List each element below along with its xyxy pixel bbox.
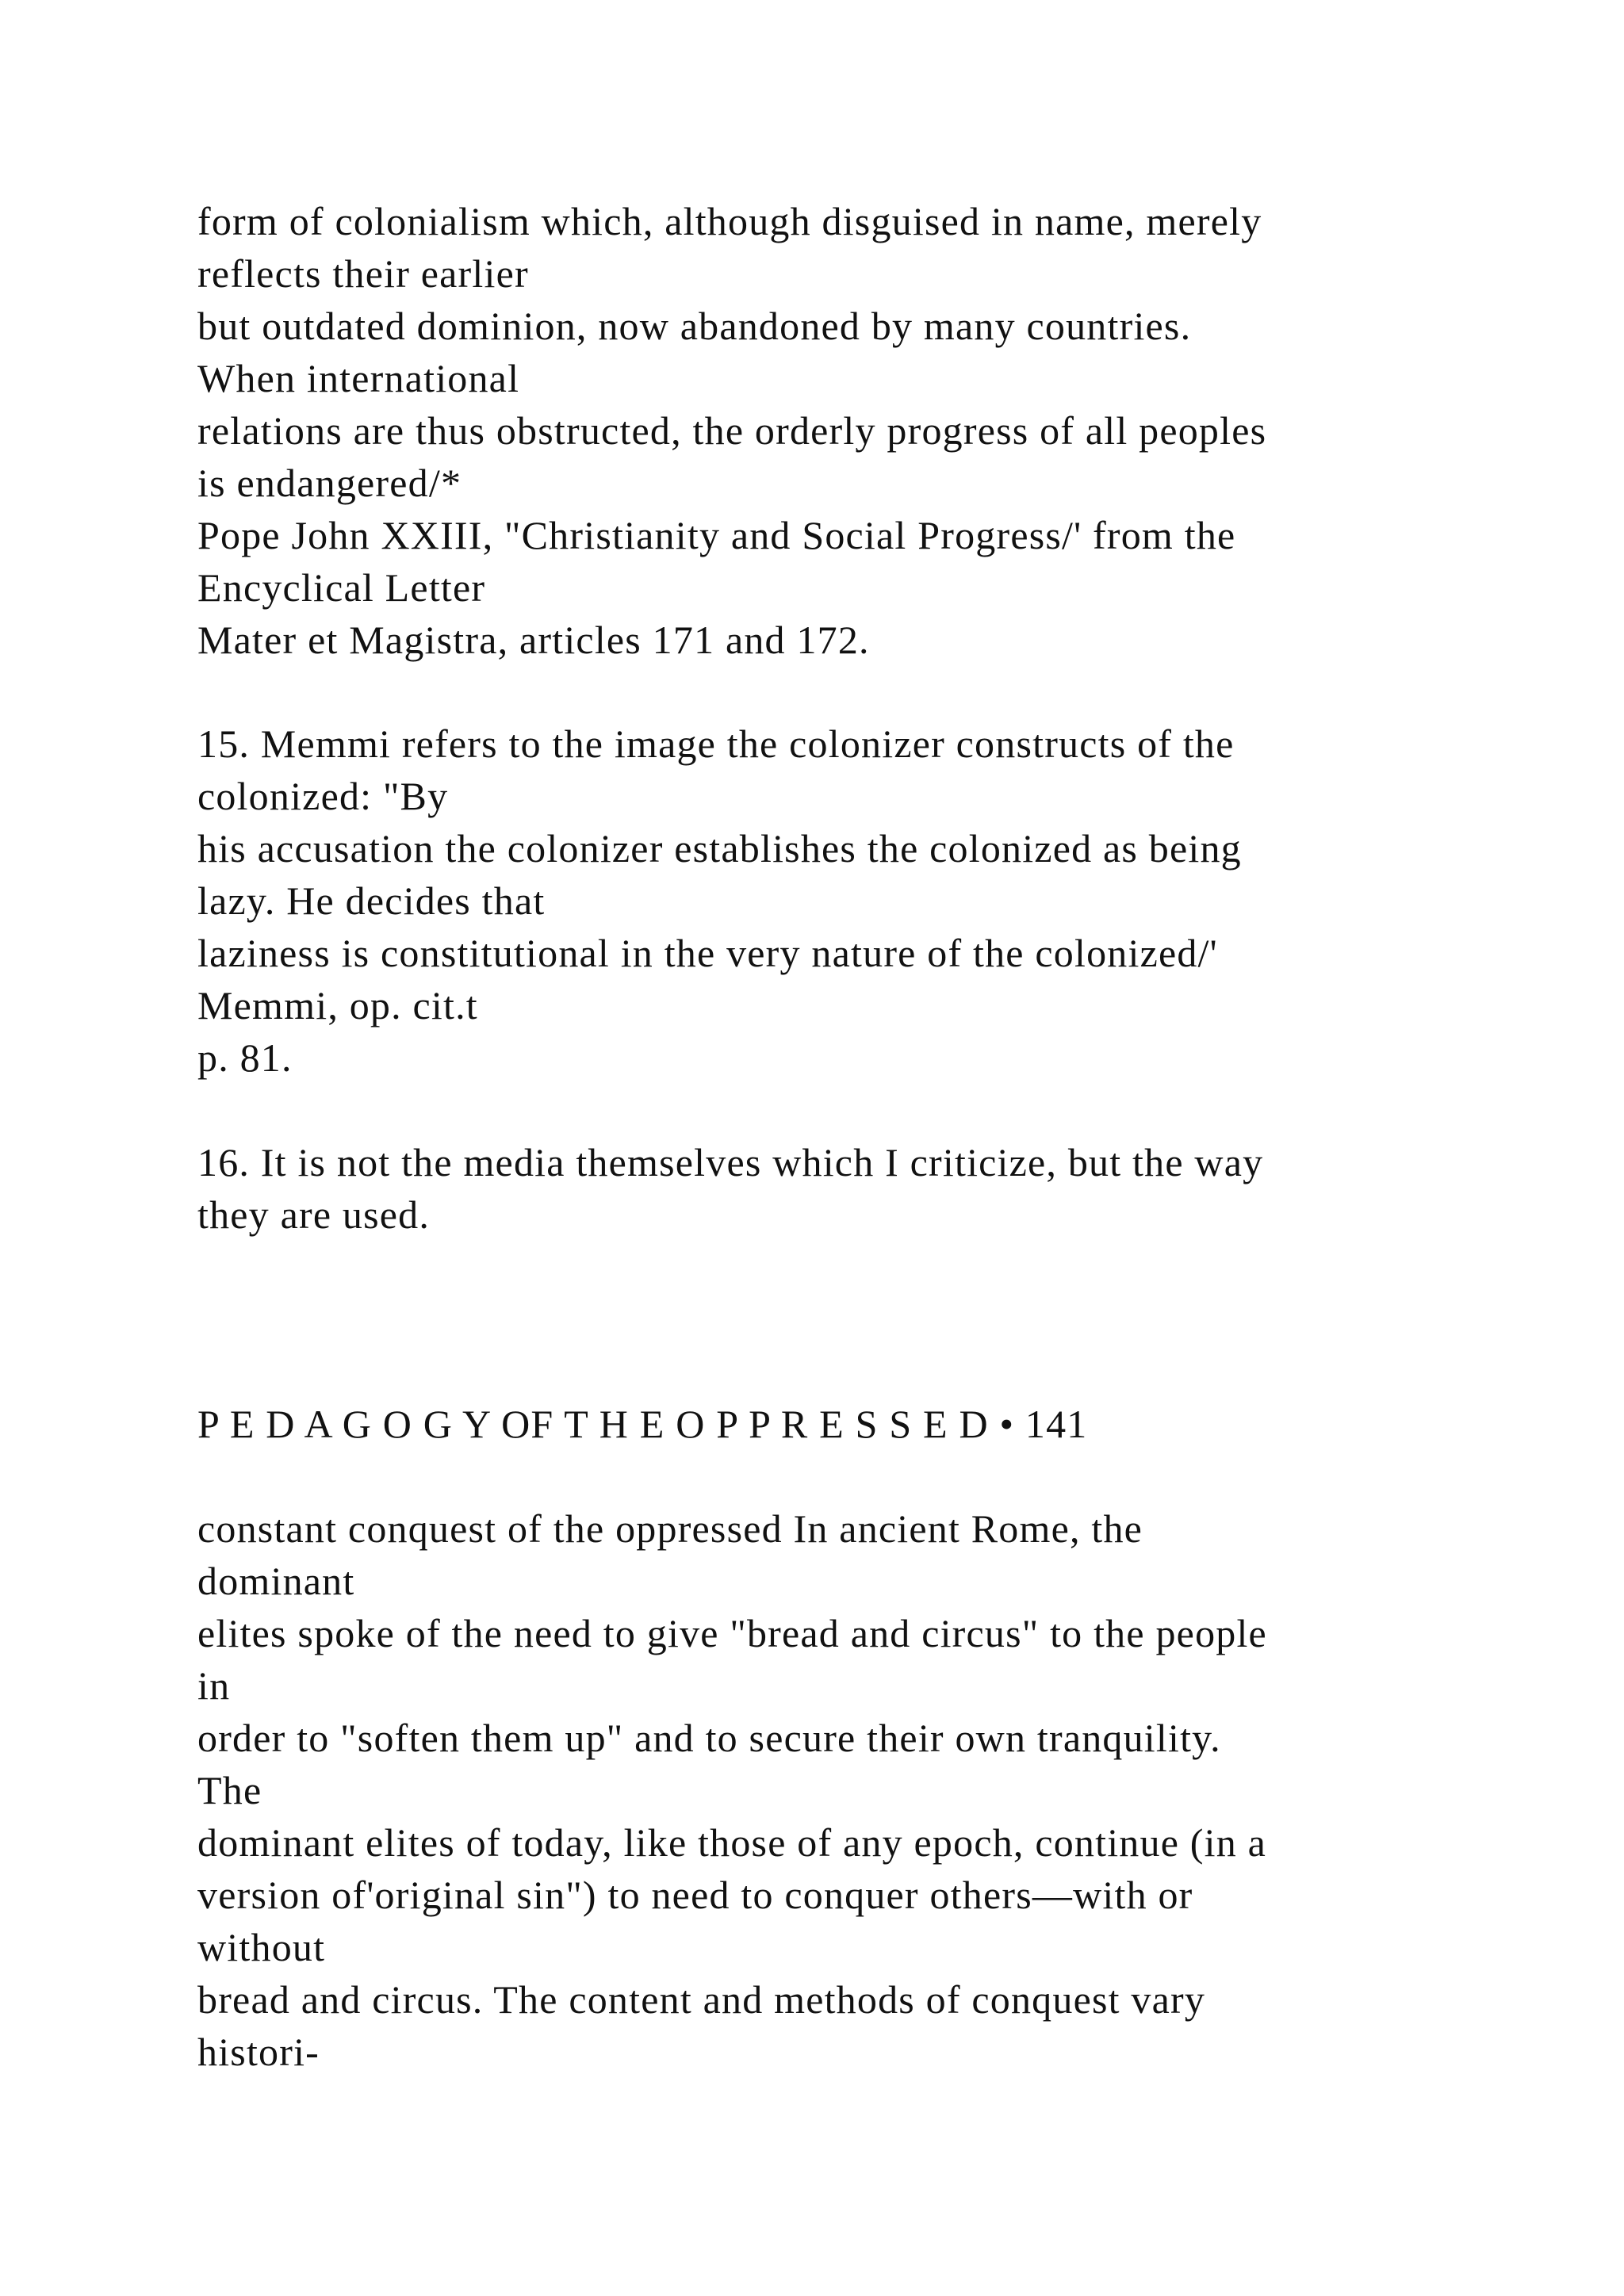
footnote-15: [197, 718, 1545, 1084]
text-line: dominant elites of today, like those of any epoch, continue (in a: [197, 1820, 1267, 1865]
text-line: histori-: [197, 2030, 320, 2074]
text-line: Mater et Magistra, articles 171 and 172.: [197, 618, 870, 662]
text-line: reflects their earlier: [197, 251, 529, 296]
page-header-title: P E D A G O G Y OF T H E O P P R E S S E D • 141: [197, 1402, 1088, 1446]
text-line: form of colonialism which, although disguised in name, merely: [197, 199, 1262, 243]
text-line: laziness is constitutional in the very nature of the colonized/': [197, 931, 1218, 975]
text-line: When international: [197, 356, 520, 400]
text-line: version of'original sin") to need to conquer others—with or: [197, 1873, 1193, 1917]
text-line: constant conquest of the oppressed In ancient Rome, the: [197, 1506, 1143, 1551]
text-line: order to "soften them up" and to secure their own tranquility.: [197, 1716, 1221, 1760]
running-header: [197, 1398, 1545, 1450]
text-line: lazy. He decides that: [197, 878, 546, 923]
text-line: is endangered/*: [197, 461, 462, 505]
text-line: 16. It is not the media themselves which I criticize, but the way: [197, 1140, 1264, 1184]
text-line: dominant: [197, 1559, 355, 1603]
text-line: p. 81.: [197, 1035, 293, 1080]
text-line: but outdated dominion, now abandoned by many countries.: [197, 304, 1192, 348]
footnote-16: [197, 1136, 1545, 1241]
text-line: his accusation the colonizer establishes the colonized as being: [197, 826, 1242, 871]
text-line: in: [197, 1663, 231, 1708]
text-line: elites spoke of the need to give "bread and circus" to the people: [197, 1611, 1267, 1655]
text-line: Encyclical Letter: [197, 565, 486, 610]
text-line: 15. Memmi refers to the image the colonizer constructs of the: [197, 721, 1235, 766]
text-line: bread and circus. The content and methods of conquest vary: [197, 1977, 1206, 2022]
text-line: without: [197, 1925, 326, 1969]
text-line: Pope John XXIII, "Christianity and Social Progress/' from the: [197, 513, 1236, 557]
text-line: Memmi, op. cit.t: [197, 983, 478, 1027]
text-line: relations are thus obstructed, the orderly progress of all peoples: [197, 408, 1267, 453]
body-paragraph: [197, 1502, 1545, 2078]
text-line: they are used.: [197, 1192, 431, 1237]
text-line: colonized: "By: [197, 774, 449, 818]
text-line: The: [197, 1768, 262, 1812]
footnote-14-continuation: [197, 195, 1545, 666]
